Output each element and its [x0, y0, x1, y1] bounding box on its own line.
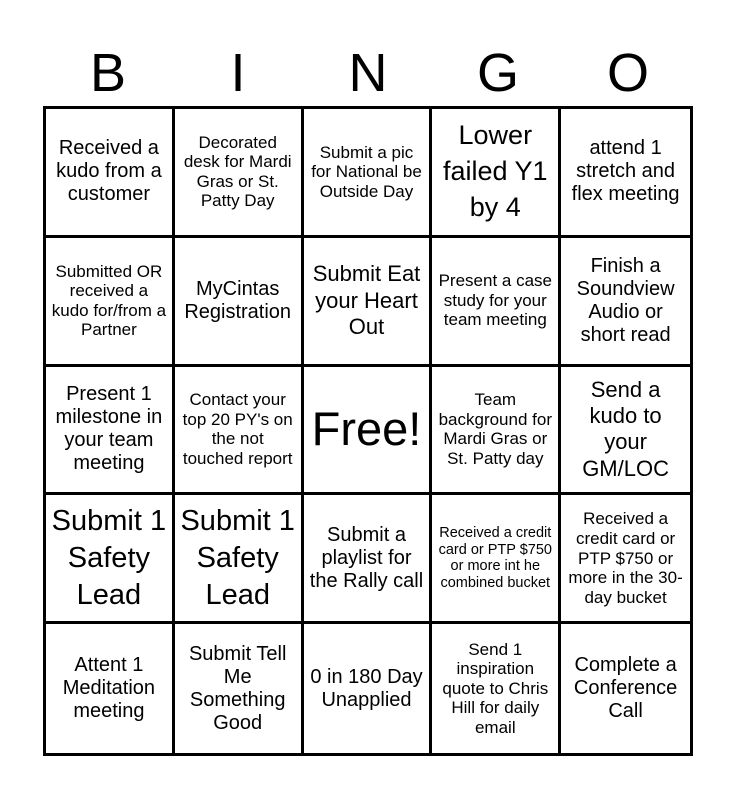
- cell-text: attend 1 stretch and flex meeting: [571, 137, 680, 206]
- header-letter-b: B: [89, 43, 127, 103]
- cell-text: Received a kudo from a customer: [56, 137, 162, 206]
- bingo-cell[interactable]: [561, 109, 690, 238]
- cell-text: Finish a Soundview Audio or short read: [576, 254, 675, 346]
- cell-text: Team background for Mardi Gras or St. Patty day: [438, 390, 552, 469]
- bingo-cell[interactable]: [175, 495, 304, 624]
- cell-text: 0 in 180 Day Unapplied: [310, 665, 423, 711]
- bingo-cell[interactable]: [304, 624, 433, 753]
- bingo-cell[interactable]: [46, 495, 175, 624]
- header-letter-i: I: [230, 43, 246, 103]
- bingo-cell[interactable]: [175, 109, 304, 238]
- cell-text: Present a case study for your team meeting: [438, 271, 552, 330]
- bingo-cell[interactable]: [46, 238, 175, 367]
- cell-text: Contact your top 20 PY's on the not touched report: [182, 390, 293, 469]
- bingo-cell[interactable]: [46, 624, 175, 753]
- cell-text: Submit Tell Me Something Good: [188, 642, 287, 734]
- cell-text: Received a credit card or PTP $750 or more in the 30-day bucket: [568, 509, 683, 607]
- bingo-header: [43, 40, 693, 106]
- cell-text: Submit a pic for National be Outside Day: [311, 142, 422, 201]
- free-space-label: Free!: [311, 402, 422, 456]
- bingo-cell[interactable]: [561, 495, 690, 624]
- cell-text: Attent 1 Meditation meeting: [62, 654, 156, 723]
- bingo-cell[interactable]: [561, 367, 690, 496]
- bingo-cell[interactable]: [561, 624, 690, 753]
- cell-text: Present 1 milestone in your team meeting: [55, 383, 163, 475]
- cell-text: MyCintas Registration: [184, 277, 292, 323]
- cell-text: Decorated desk for Mardi Gras or St. Patty Day: [183, 132, 292, 211]
- cell-text: Received a credit card or PTP $750 or more int he combined bucket: [438, 524, 552, 591]
- header-letter-g: G: [476, 43, 519, 103]
- bingo-cell[interactable]: [432, 624, 561, 753]
- bingo-cell[interactable]: [432, 238, 561, 367]
- cell-text: Lower failed Y1 by 4: [442, 120, 548, 222]
- bingo-cell[interactable]: [561, 238, 690, 367]
- cell-text: Submitted OR received a kudo for/from a Partner: [51, 261, 167, 340]
- bingo-board: [43, 106, 693, 756]
- cell-text: Send 1 inspiration quote to Chris Hill for daily email: [442, 639, 549, 737]
- cell-text: Submit a playlist for the Rally call: [309, 523, 424, 592]
- bingo-cell[interactable]: [175, 624, 304, 753]
- bingo-cell[interactable]: [46, 109, 175, 238]
- cell-text: Submit 1 Safety Lead: [51, 504, 167, 611]
- cell-text: Send a kudo to your GM/LOC: [582, 376, 669, 481]
- bingo-cell[interactable]: [304, 495, 433, 624]
- cell-text: Submit Eat your Heart Out: [312, 261, 421, 339]
- bingo-cell[interactable]: [432, 109, 561, 238]
- bingo-cell[interactable]: [46, 367, 175, 496]
- bingo-cell[interactable]: [304, 109, 433, 238]
- free-space-cell[interactable]: [304, 367, 433, 496]
- bingo-cell[interactable]: [175, 367, 304, 496]
- cell-text: Complete a Conference Call: [573, 654, 678, 723]
- bingo-cell[interactable]: [175, 238, 304, 367]
- bingo-cell[interactable]: [304, 238, 433, 367]
- bingo-cell[interactable]: [432, 367, 561, 496]
- cell-text: Submit 1 Safety Lead: [180, 504, 295, 611]
- header-letter-o: O: [606, 43, 649, 103]
- bingo-cell[interactable]: [432, 495, 561, 624]
- header-letter-n: N: [348, 43, 388, 103]
